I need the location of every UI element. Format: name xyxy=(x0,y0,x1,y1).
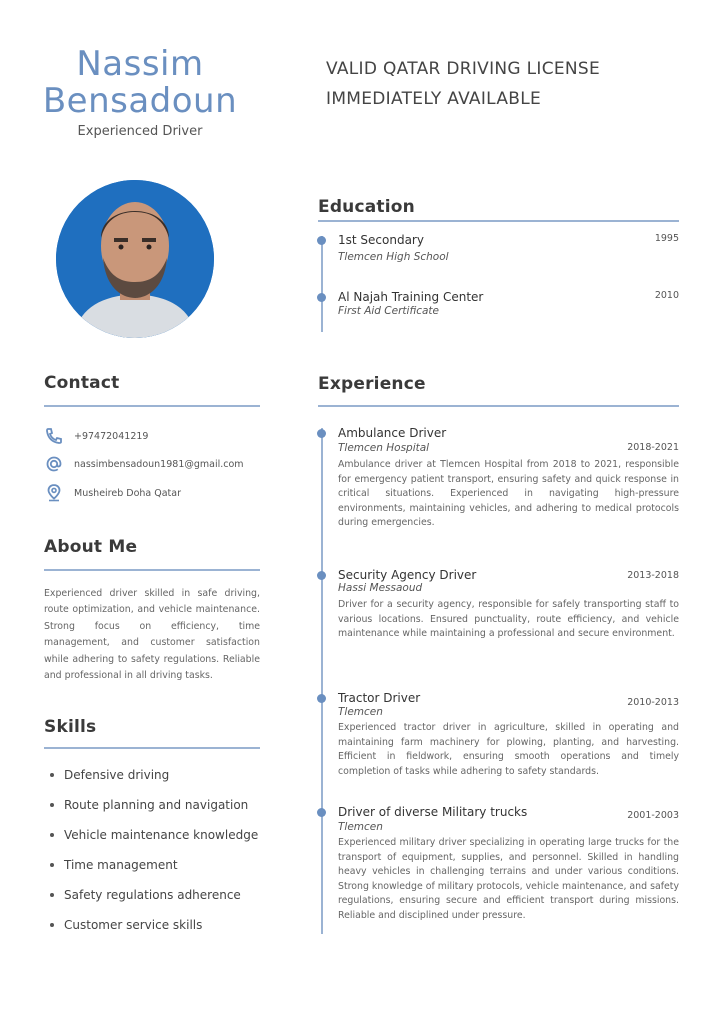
contact-email-row xyxy=(44,454,244,474)
experience-heading: Experience xyxy=(318,374,426,394)
last-name: Bensadoun xyxy=(42,81,238,121)
skill-item: Route planning and navigation xyxy=(44,794,258,824)
skill-item: Safety regulations adherence xyxy=(44,884,258,914)
contact-address-row xyxy=(44,483,181,503)
location-pin-icon xyxy=(44,483,64,503)
banner-license: VALID QATAR DRIVING LICENSE xyxy=(326,59,601,79)
job-title: Experienced Driver xyxy=(77,124,203,139)
skills-heading: Skills xyxy=(44,717,97,737)
experience-years: 2010-2013 xyxy=(627,697,679,708)
experience-years: 2018-2021 xyxy=(627,442,679,453)
about-heading: About Me xyxy=(44,537,138,557)
experience-divider xyxy=(318,405,679,407)
phone-icon xyxy=(44,426,64,446)
education-timeline xyxy=(321,236,323,332)
timeline-dot xyxy=(317,694,326,703)
first-name: Nassim xyxy=(76,44,204,84)
education-subtitle: First Aid Certificate xyxy=(338,305,440,317)
contact-address: Musheireb Doha Qatar xyxy=(74,487,182,499)
at-sign-icon xyxy=(44,454,64,474)
contact-phone[interactable]: +97472041219 xyxy=(74,430,149,442)
experience-title: Security Agency Driver xyxy=(338,568,477,582)
banner-availability: IMMEDIATELY AVAILABLE xyxy=(326,89,542,109)
experience-title: Tractor Driver xyxy=(338,691,421,705)
skills-divider xyxy=(44,747,260,749)
experience-description: Ambulance driver at Tlemcen Hospital from 2018 to 2021, responsible for emergency patient transport, ensuring safety and quick response in critical situations. Experienced in navigating high-pressure environments, maintaining vehicles, and adhering to medical protocols during emergencies. xyxy=(338,459,679,529)
experience-subtitle: Tlemcen Hospital xyxy=(338,442,430,454)
skill-item: Defensive driving xyxy=(44,764,258,794)
experience-description: Experienced military driver specializing in operating large trucks for the transport of equipment, supplies, and personnel. Skilled in handling heavy vehicles in challenging terrains and under various conditions. Strong knowledge of military protocols, vehicle maintenance, and safety regulations, ensuring secure and efficient transport during missions. Reliable and disciplined under pressure. xyxy=(338,837,679,921)
education-title: 1st Secondary xyxy=(338,233,424,247)
education-year: 1995 xyxy=(654,233,679,244)
skill-item: Time management xyxy=(44,854,258,884)
education-year: 2010 xyxy=(654,290,679,301)
about-divider xyxy=(44,569,260,571)
experience-subtitle: Tlemcen xyxy=(338,821,383,833)
skill-item: Customer service skills xyxy=(44,914,258,944)
about-text: Experienced driver skilled in safe driving, route optimization, and vehicle maintenance. Strong focus on efficiency, time management, and customer satisfaction while adhering to safety regulations. Reliable and professional in all driving tasks. xyxy=(44,588,260,682)
experience-title: Driver of diverse Military trucks xyxy=(338,805,528,819)
education-title: Al Najah Training Center xyxy=(338,290,484,304)
timeline-dot xyxy=(317,429,326,438)
timeline-dot xyxy=(317,236,326,245)
education-heading: Education xyxy=(318,197,415,217)
skill-item: Vehicle maintenance knowledge xyxy=(44,824,258,854)
experience-timeline xyxy=(321,428,323,934)
timeline-dot xyxy=(317,571,326,580)
contact-email[interactable]: nassimbensadoun1981@gmail.com xyxy=(74,458,244,470)
experience-description: Driver for a security agency, responsible for safely transporting staff to various locations. Ensured punctuality, route efficiency, and vehicle maintenance while maintaining a professional and secure environment. xyxy=(338,599,679,640)
contact-divider xyxy=(44,405,260,407)
contact-phone-row xyxy=(44,426,148,446)
experience-description: Experienced tractor driver in agriculture, skilled in operating and maintaining farm machinery for plowing, planting, and harvesting. Efficient in fieldwork, ensuring smooth operations and timely completion of tasks while adhering to safety standards. xyxy=(338,722,679,777)
skills-list xyxy=(44,764,258,944)
experience-years: 2001-2003 xyxy=(627,810,679,821)
education-subtitle: Tlemcen High School xyxy=(338,251,449,263)
contact-heading: Contact xyxy=(44,373,120,393)
profile-photo xyxy=(56,180,214,338)
timeline-dot xyxy=(317,808,326,817)
experience-years: 2013-2018 xyxy=(627,570,679,581)
education-divider xyxy=(318,220,679,222)
experience-subtitle: Tlemcen xyxy=(338,706,383,718)
experience-title: Ambulance Driver xyxy=(338,426,447,440)
timeline-dot xyxy=(317,293,326,302)
experience-subtitle: Hassi Messaoud xyxy=(338,582,423,594)
